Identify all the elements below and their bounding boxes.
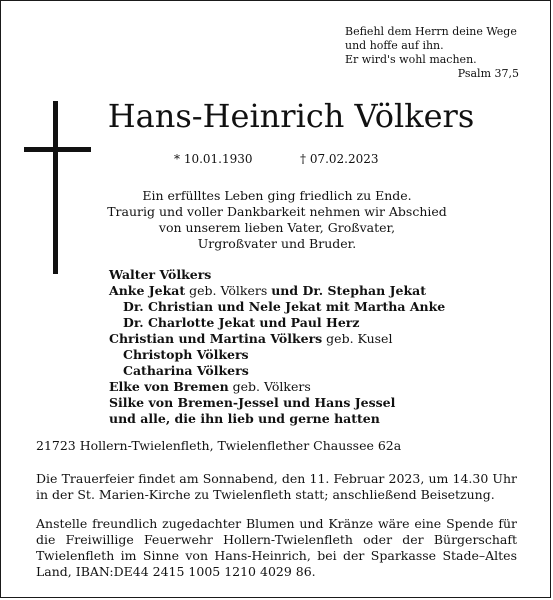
mourner-note: geb. Kusel <box>322 331 393 346</box>
mourner-note: geb. Völkers <box>185 283 272 298</box>
verse-line: Befiehl dem Herrn deine Wege <box>345 25 517 38</box>
mourner-row <box>109 299 529 315</box>
deceased-name: Hans-Heinrich Völkers <box>107 97 475 135</box>
bible-verse <box>345 25 519 81</box>
cross-icon <box>53 101 58 274</box>
verse-line: und hoffe auf ihn. <box>345 39 444 52</box>
mourner-row <box>109 379 529 395</box>
address: 21723 Hollern-Twielenfleth, Twielenflether Chaussee 62a <box>36 438 402 453</box>
mourner-name: Christian und Martina Völkers <box>109 331 323 346</box>
verse-line: Er wird's wohl machen. <box>345 53 477 66</box>
mourner-name: Dr. Charlotte Jekat und Paul Herz <box>123 315 360 330</box>
intro-line: von unserem lieben Vater, Großvater, <box>158 220 396 235</box>
death-date: † 07.02.2023 <box>300 152 379 166</box>
mourner-row <box>109 315 529 331</box>
mourner-row <box>109 395 529 411</box>
mourner-name: Christoph Völkers <box>123 347 249 362</box>
mourner-name: Walter Völkers <box>109 267 212 282</box>
mourners-list <box>109 267 529 427</box>
mourner-row <box>109 411 529 427</box>
funeral-info: Die Trauerfeier findet am Sonnabend, den 11. Februar 2023, um 14.30 Uhr in der St. Marien-Kirche zu Twielenfleth statt; anschließend Beisetzung. <box>36 471 517 502</box>
mourner-name: Silke von Bremen-Jessel und Hans Jessel <box>109 395 396 410</box>
intro-line: Traurig und voller Dankbarkeit nehmen wir Abschied <box>107 204 447 219</box>
mourner-note: geb. Völkers <box>228 379 311 394</box>
mourner-name: Elke von Bremen <box>109 379 229 394</box>
intro-line: Ein erfülltes Leben ging friedlich zu Ende. <box>142 188 412 203</box>
mourner-name: Anke Jekat <box>109 283 186 298</box>
mourner-row <box>109 267 529 283</box>
mourner-name: Catharina Völkers <box>123 363 249 378</box>
intro-text <box>87 188 467 252</box>
birth-date: * 10.01.1930 <box>174 152 253 166</box>
mourner-name: Dr. Christian und Nele Jekat mit Martha Anke <box>123 299 446 314</box>
mourner-row <box>109 363 529 379</box>
mourner-row <box>109 347 529 363</box>
mourner-row <box>109 331 529 347</box>
mourner-name: und Dr. Stephan Jekat <box>271 283 426 298</box>
donation-info: Anstelle freundlich zugedachter Blumen und Kränze wäre eine Spende für die Freiwillige Feuerwehr Hollern-Twielenfleth oder der Bürgerschaft Twielenfleth im Sinne von Hans-Heinrich, bei der Sparkasse Stade–Altes Land, IBAN:DE44 2415 1005 1210 4029 86. <box>36 516 517 579</box>
intro-line: Urgroßvater und Bruder. <box>197 236 357 251</box>
cross-icon-crossbar <box>24 147 91 152</box>
mourner-row <box>109 283 529 299</box>
verse-reference: Psalm 37,5 <box>457 67 519 80</box>
mourner-name: und alle, die ihn lieb und gerne hatten <box>109 411 380 426</box>
